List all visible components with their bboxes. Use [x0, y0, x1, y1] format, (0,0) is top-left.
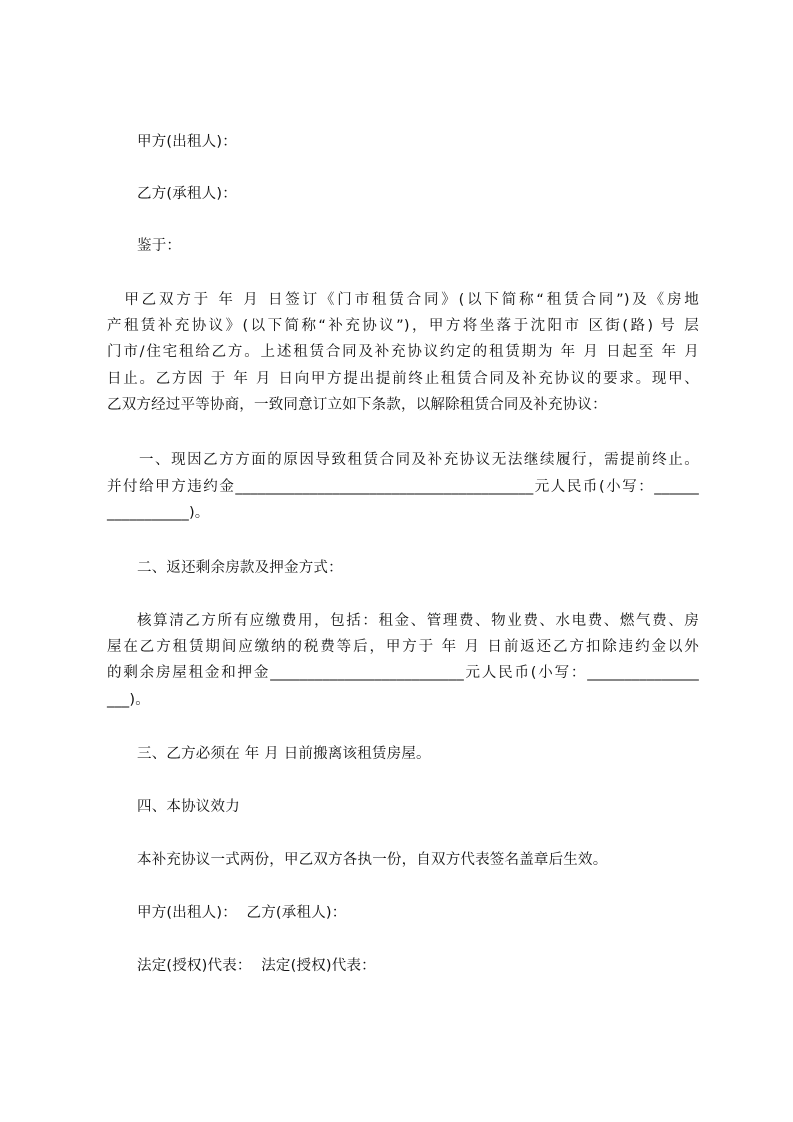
clause-2-line: 核算清乙方所有应缴费用，包括：租金、管理费、物业费、水电费、燃气费、房 — [137, 613, 699, 629]
clause-1-line: ___________)。 — [107, 505, 210, 521]
clause-1-line: 并付给甲方违约金________________________________________元人民币(小写：______ — [107, 479, 699, 495]
clause-2-line: 的剩余房屋租金和押金__________________________元人民币(小写：_______________ — [107, 665, 699, 681]
clause-2-line: ___)。 — [107, 692, 150, 708]
paragraph-line: 产租赁补充协议》(以下简称“补充协议”)，甲方将坐落于沈阳市 区街(路) 号 层 — [107, 318, 699, 334]
clause-1-line: 一、现因乙方方面的原因导致租赁合同及补充协议无法继续履行，需提前终止。 — [139, 452, 699, 468]
signature-parties: 甲方(出租人)： 乙方(承租人)： — [137, 905, 347, 921]
whereas-heading: 鉴于： — [137, 238, 182, 254]
paragraph-line: 日止。乙方因 于 年 月 日向甲方提出提前终止租赁合同及补充协议的要求。现甲、 — [107, 371, 699, 387]
signature-representatives: 法定(授权)代表： 法定(授权)代表： — [137, 958, 376, 974]
paragraph-line: 门市/住宅租给乙方。上述租赁合同及补充协议约定的租赁期为 年 月 日起至 年 月 — [107, 344, 699, 360]
paragraph-line: 甲乙双方于 年 月 日签订《门市租赁合同》(以下简称“租赁合同”)及《房地 — [107, 292, 699, 308]
party-b-label: 乙方(承租人)： — [137, 186, 237, 202]
clause-2-line: 屋在乙方租赁期间应缴纳的税费等后，甲方于 年 月 日前返还乙方扣除违约金以外 — [107, 639, 699, 655]
clause-3: 三、乙方必须在 年 月 日前搬离该租赁房屋。 — [137, 746, 431, 762]
paragraph-line: 乙双方经过平等协商，一致同意订立如下条款，以解除租赁合同及补充协议： — [107, 397, 607, 413]
party-a-label: 甲方(出租人)： — [137, 134, 237, 150]
clause-4: 本补充协议一式两份，甲乙双方各执一份，自双方代表签名盖章后生效。 — [137, 852, 608, 868]
clause-2-title: 二、返还剩余房款及押金方式： — [137, 560, 343, 576]
clause-4-title: 四、本协议效力 — [137, 799, 240, 815]
